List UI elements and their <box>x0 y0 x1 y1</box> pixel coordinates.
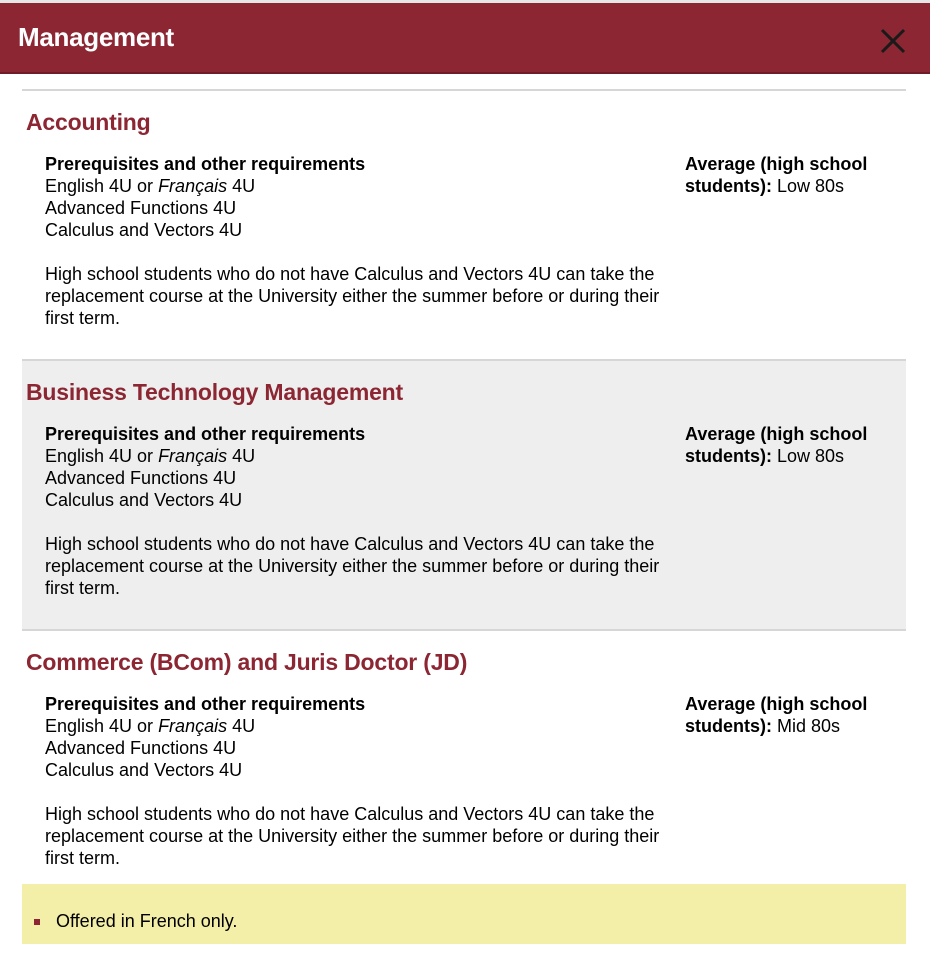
footnote-text: Offered in French only. <box>56 911 238 931</box>
requirement-functions: Advanced Functions 4U <box>45 468 237 488</box>
requirement-note: High school students who do not have Calculus and Vectors 4U can take the replacement course at the University either the summer before or during their first term. <box>45 264 660 328</box>
program-title: Accounting <box>26 109 151 135</box>
requirement-calculus: Calculus and Vectors 4U <box>45 490 243 510</box>
program-section-accounting <box>22 89 906 360</box>
requirements-block <box>45 153 665 329</box>
requirement-calculus: Calculus and Vectors 4U <box>45 220 243 240</box>
requirement-english: English 4U or Français 4U <box>45 446 256 466</box>
requirement-functions: Advanced Functions 4U <box>45 738 237 758</box>
bullet-icon <box>34 919 40 925</box>
average-value: Mid 80s <box>772 716 841 736</box>
average-value: Low 80s <box>772 176 845 196</box>
close-button[interactable] <box>880 28 906 54</box>
dialog-header <box>0 3 930 74</box>
requirement-calculus: Calculus and Vectors 4U <box>45 760 243 780</box>
average-label: Average (high school students): <box>685 424 868 466</box>
average-value: Low 80s <box>772 446 845 466</box>
average-block <box>685 423 885 467</box>
requirement-english: English 4U or Français 4U <box>45 176 256 196</box>
program-title: Business Technology Management <box>26 379 403 405</box>
requirements-heading: Prerequisites and other requirements <box>45 154 366 174</box>
dialog-title: Management <box>18 22 174 52</box>
average-block <box>685 153 885 197</box>
requirement-functions: Advanced Functions 4U <box>45 198 237 218</box>
footnote-item <box>56 910 237 932</box>
average-label: Average (high school students): <box>685 694 868 736</box>
average-block <box>685 693 885 737</box>
requirement-note: High school students who do not have Calculus and Vectors 4U can take the replacement course at the University either the summer before or during their first term. <box>45 534 660 598</box>
close-icon <box>880 28 906 54</box>
requirement-note: High school students who do not have Calculus and Vectors 4U can take the replacement course at the University either the summer before or during their first term. <box>45 804 660 868</box>
average-label: Average (high school students): <box>685 154 868 196</box>
requirements-block <box>45 693 665 869</box>
program-title: Commerce (BCom) and Juris Doctor (JD) <box>26 649 468 675</box>
requirements-heading: Prerequisites and other requirements <box>45 424 366 444</box>
footnote-box <box>22 884 906 944</box>
program-section-business-technology-management <box>22 359 906 630</box>
program-section-commerce-jd <box>22 629 906 884</box>
requirements-heading: Prerequisites and other requirements <box>45 694 366 714</box>
requirements-block <box>45 423 665 599</box>
requirement-english: English 4U or Français 4U <box>45 716 256 736</box>
